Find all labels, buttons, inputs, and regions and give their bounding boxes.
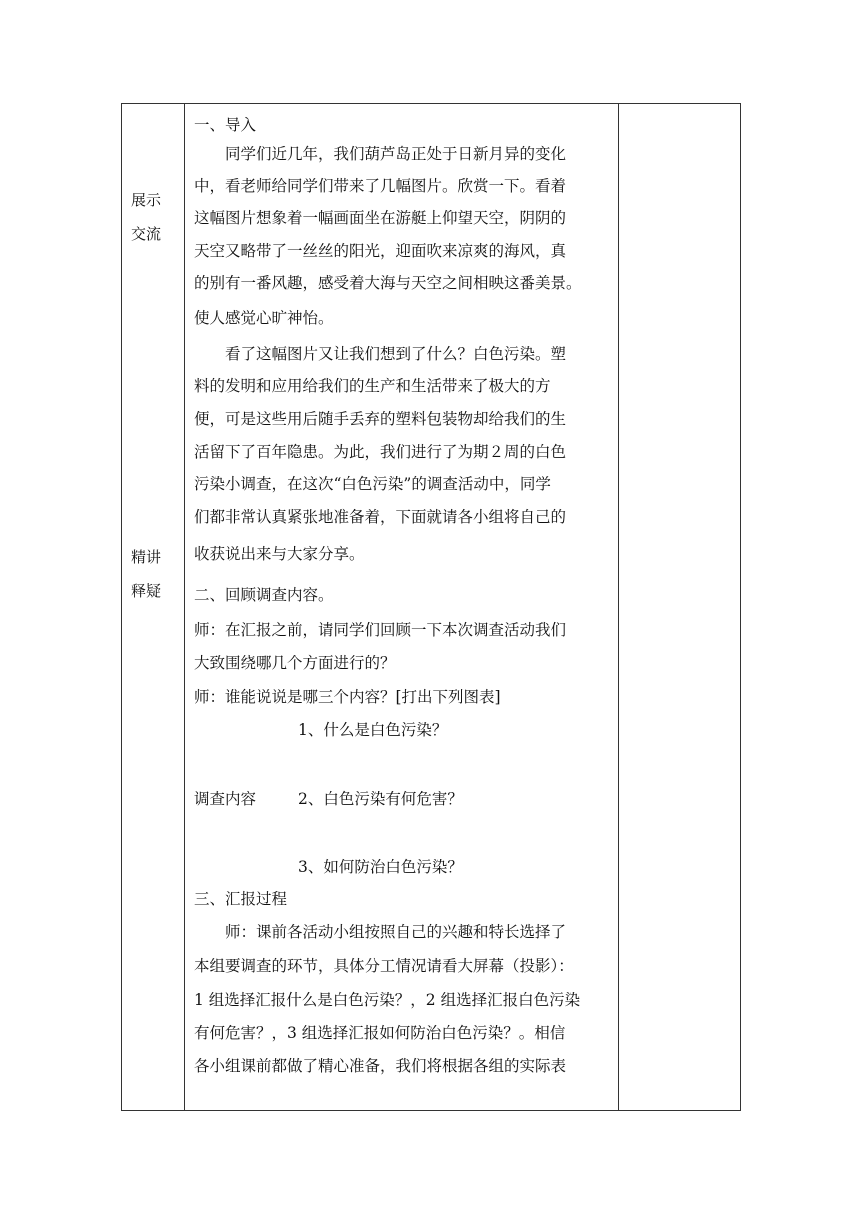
stage-label-line: 展示 <box>131 191 162 209</box>
paragraph-line: 使人感觉心旷神怡。 <box>194 309 334 327</box>
survey-item: 3、如何防治白色污染？ <box>298 858 463 876</box>
stage-label-line: 交流 <box>131 225 162 243</box>
paragraph-line: 本组要调查的环节，具体分工情况请看大屏幕（投影）： <box>194 957 574 975</box>
survey-label: 调查内容 <box>194 790 257 808</box>
column-divider-left <box>184 104 185 1110</box>
column-divider-right <box>618 104 619 1110</box>
paragraph-line: 污染小调查，在这次“白色污染”的调查活动中，同学 <box>194 475 551 493</box>
paragraph-line: 1 组选择汇报什么是白色污染？，2 组选择汇报白色污染 <box>194 991 581 1009</box>
paragraph-line: 天空又略带了一丝丝的阳光，迎面吹来凉爽的海风，真 <box>194 242 567 260</box>
paragraph-line: 同学们近几年，我们葫芦岛正处于日新月异的变化 <box>225 145 567 163</box>
paragraph-line: 大致围绕哪几个方面进行的？ <box>194 654 396 672</box>
section-heading-intro: 一、导入 <box>194 116 257 134</box>
stage-label-line: 精讲 <box>131 548 162 566</box>
paragraph-line: 师：谁能说说是哪三个内容？[打出下列图表] <box>194 688 501 706</box>
paragraph-line: 的别有一番风趣，感受着大海与天空之间相映这番美景。 <box>194 274 582 292</box>
stage-label-line: 释疑 <box>131 582 162 600</box>
paragraph-line: 各小组课前都做了精心准备，我们将根据各组的实际表 <box>194 1057 567 1075</box>
paragraph-line: 这幅图片想象着一幅画面坐在游艇上仰望天空，阴阴的 <box>194 209 567 227</box>
lesson-plan-table <box>121 103 741 1111</box>
paragraph-line: 收获说出来与大家分享。 <box>194 545 365 563</box>
survey-item: 1、什么是白色污染？ <box>298 721 448 739</box>
paragraph-line: 料的发明和应用给我们的生产和生活带来了极大的方 <box>194 377 551 395</box>
section-heading-review: 二、回顾调查内容。 <box>194 586 334 604</box>
paragraph-line: 师：在汇报之前，请同学们回顾一下本次调查活动我们 <box>194 621 567 639</box>
paragraph-line: 有何危害？，3 组选择汇报如何防治白色污染？。相信 <box>194 1024 566 1042</box>
survey-item: 2、白色污染有何危害？ <box>298 790 463 808</box>
paragraph-line: 中，看老师给同学们带来了几幅图片。欣赏一下。看着 <box>194 177 567 195</box>
paragraph-line: 便，可是这些用后随手丢弃的塑料包装物却给我们的生 <box>194 410 567 428</box>
paragraph-line: 活留下了百年隐患。为此，我们进行了为期２周的白色 <box>194 443 567 461</box>
paragraph-line: 看了这幅图片又让我们想到了什么？白色污染。塑 <box>225 345 567 363</box>
paragraph-line: 们都非常认真紧张地准备着，下面就请各小组将自己的 <box>194 508 567 526</box>
paragraph-line: 师：课前各活动小组按照自己的兴趣和特长选择了 <box>225 923 567 941</box>
section-heading-report: 三、汇报过程 <box>194 890 288 908</box>
